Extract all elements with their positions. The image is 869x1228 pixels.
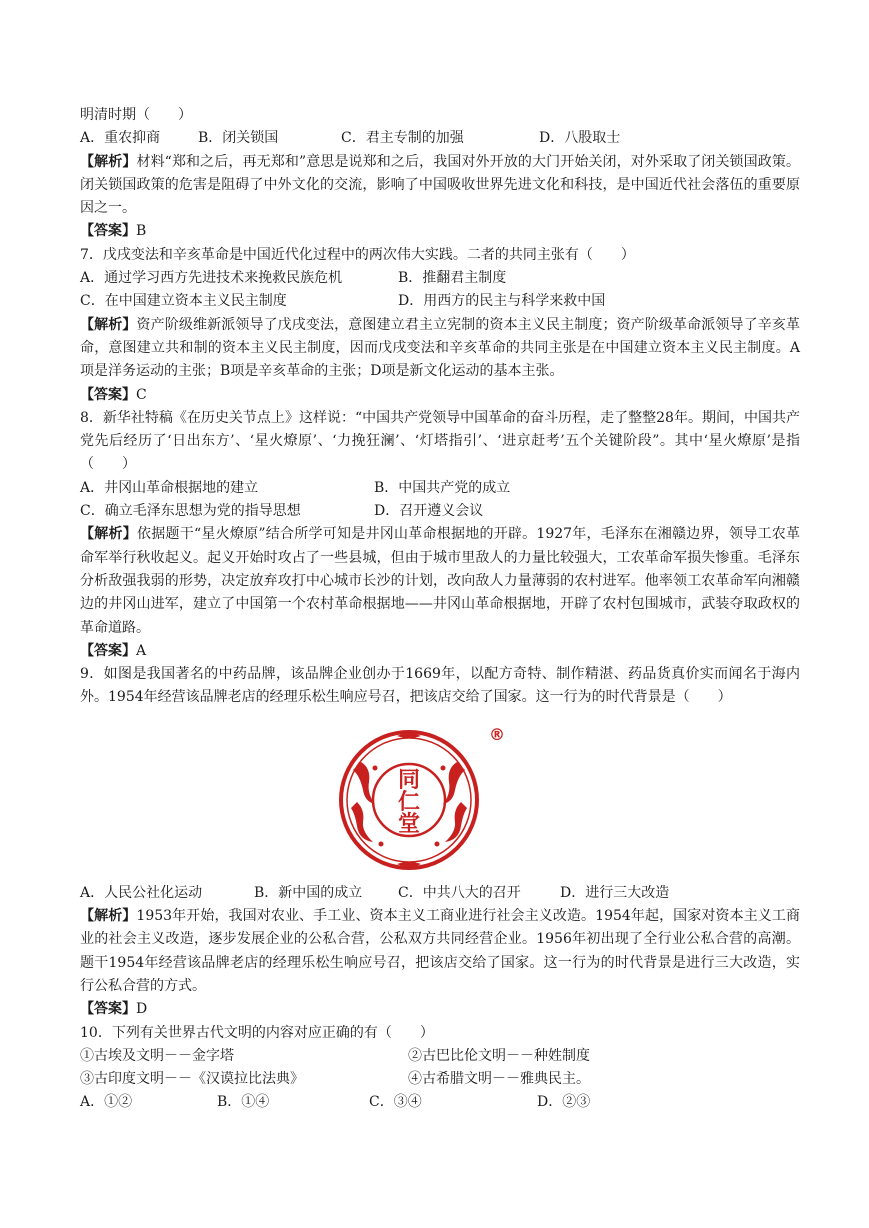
q9-analysis: [80, 905, 800, 998]
q8-stem: 8．新华社特稿《在历史关节点上》这样说：“中国共产党领导中国革命的奋斗历程，走了整整28年。期间，中国共产党先后经历了‘日出东方’、‘星火燎原’、‘力挽狂澜’、‘灯塔指引’、‘进京赶考’五个关键阶段”。其中‘星火燎原’是指（ ）: [80, 409, 800, 473]
q9-stem: 9．如图是我国著名的中药品牌，该品牌企业创办于1669年，以配方奇特、制作精湛、药品货真价实而闻名于海内外。1954年经营该品牌老店的经理乐松生响应号召，把该店交给了国家。这一行为的时代背景是（ ）: [80, 666, 800, 706]
q7-stem: 7．戊戌变法和辛亥革命是中国近代化过程中的两次伟大实践。二者的共同主张有（ ）: [80, 246, 635, 263]
q7-analysis: [80, 314, 800, 384]
answer-label: 【答案】: [80, 386, 136, 403]
answer-label: 【答案】: [80, 223, 136, 240]
q6-answer-value: B: [136, 223, 147, 240]
q10-option-a: A．①②: [80, 1094, 133, 1111]
q6-answer: [80, 220, 800, 243]
q10-item-3: ③古印度文明－－《汉谟拉比法典》: [80, 1071, 304, 1088]
exam-page: [80, 104, 800, 1115]
q9-answer-value: D: [136, 1001, 148, 1018]
q10-items-row1: [80, 1045, 800, 1068]
q7-option-b: B．推翻君主制度: [398, 270, 507, 287]
q9-figure: [80, 722, 800, 872]
q6-option-b: B．闭关锁国: [198, 130, 279, 147]
analysis-label: 【解析】: [80, 526, 137, 543]
q6-option-c: C．君主专制的加强: [341, 130, 464, 147]
q10-options: [80, 1091, 800, 1114]
analysis-label: 【解析】: [80, 316, 137, 333]
q9-option-a: A．人民公社化运动: [80, 884, 203, 901]
q6-option-d: D．八股取士: [539, 130, 621, 147]
q7-options-row1: [80, 267, 800, 290]
q6-options: [80, 127, 800, 150]
q10-item-2: ②古巴比伦文明－－种姓制度: [408, 1047, 590, 1064]
seal-char-1: 同: [397, 767, 421, 793]
q6-stem-tail: 明清时期（ ）: [80, 107, 192, 123]
q10-option-c: C．③④: [369, 1094, 422, 1111]
q8-analysis: [80, 523, 800, 639]
q10-stem: 10．下列有关世界古代文明的内容对应正确的有（ ）: [80, 1024, 434, 1041]
q9-options: [80, 882, 800, 905]
q8-answer: [80, 640, 800, 663]
registered-mark: ®: [489, 724, 505, 744]
q8-options-row1: [80, 477, 800, 500]
q8-option-b: B．中国共产党的成立: [374, 479, 511, 496]
tongrentang-seal-logo: [337, 722, 513, 872]
seal-char-2: 仁: [397, 789, 421, 815]
seal-char-3: 堂: [397, 811, 421, 837]
q7-options-row2: [80, 290, 800, 313]
q10-items-row2: [80, 1068, 800, 1091]
q7-analysis-text: 资产阶级维新派领导了戊戌变法，意图建立君主立宪制的资本主义民主制度；资产阶级革命派领导了辛亥革命，意图建立共和制的资本主义民主制度，因而戊戌变法和辛亥革命的共同主张是在中国建立资本主义民主制度。A项是洋务运动的主张；B项是辛亥革命的主张；D项是新文化运动的基本主张。: [80, 316, 801, 380]
q6-analysis: [80, 151, 800, 221]
q9-answer: [80, 998, 800, 1021]
q6-option-a: A．重农抑商: [80, 130, 161, 147]
q8-analysis-text: 依据题干“星火燎原”结合所学可知是井冈山革命根据地的开辟。1927年，毛泽东在湘赣边界，领导工农革命军举行秋收起义。起义开始时攻占了一些县城，但由于城市里敌人的力量比较强大，工农革命军损失惨重。毛泽东分析敌强我弱的形势，决定放弃攻打中心城市长沙的计划，改向敌人力量薄弱的农村进军。他率领工农革命军向湘赣边的井冈山进军，建立了中国第一个农村革命根据地——井冈山革命根据地，开辟了农村包围城市，武装夺取政权的革命道路。: [80, 526, 800, 636]
q8-answer-value: A: [136, 642, 147, 659]
q7-option-d: D．用西方的民主与科学来救中国: [398, 293, 606, 310]
answer-label: 【答案】: [80, 1001, 136, 1018]
q6-analysis-text: 材料“郑和之后，再无郑和”意思是说郑和之后，我国对外开放的大门开始关闭，对外采取了闭关锁国政策。闭关锁国政策的危害是阻碍了中外文化的交流，影响了中国吸收世界先进文化和科技，是中国近代社会落伍的重要原因之一。: [80, 153, 801, 217]
analysis-label: 【解析】: [80, 908, 137, 925]
analysis-label: 【解析】: [80, 153, 137, 170]
q10-option-b: B．①④: [217, 1094, 270, 1111]
q9-option-d: D．进行三大改造: [560, 884, 670, 901]
q9-option-b: B．新中国的成立: [254, 884, 363, 901]
q10-item-1: ①古埃及文明－－金字塔: [80, 1047, 234, 1064]
q8-option-d: D．召开遵义会议: [374, 503, 484, 520]
q7-answer-value: C: [136, 386, 147, 403]
answer-label: 【答案】: [80, 642, 136, 659]
q8-options-row2: [80, 500, 800, 523]
q9-analysis-text: 1953年开始，我国对农业、手工业、资本主义工商业进行社会主义改造。1954年起，国家对资本主义工商业的社会主义改造，逐步发展企业的公私合营，公私双方共同经营企业。1956年初出现了全行业公私合营的高潮。题干1954年经营该品牌老店的经理乐松生响应号召，把该店交给了国家。这一行为的时代背景是进行三大改造，实行公私合营的方式。: [80, 908, 800, 994]
q7-option-c: C．在中国建立资本主义民主制度: [80, 293, 287, 310]
q10-item-4: ④古希腊文明－－雅典民主。: [408, 1071, 590, 1088]
q7-answer: [80, 384, 800, 407]
q8-option-c: C．确立毛泽东思想为党的指导思想: [80, 503, 301, 520]
q9-option-c: C．中共八大的召开: [398, 884, 521, 901]
q8-option-a: A．井冈山革命根据地的建立: [80, 479, 259, 496]
q10-option-d: D．②③: [537, 1094, 591, 1111]
q7-option-a: A．通过学习西方先进技术来挽救民族危机: [80, 270, 343, 287]
